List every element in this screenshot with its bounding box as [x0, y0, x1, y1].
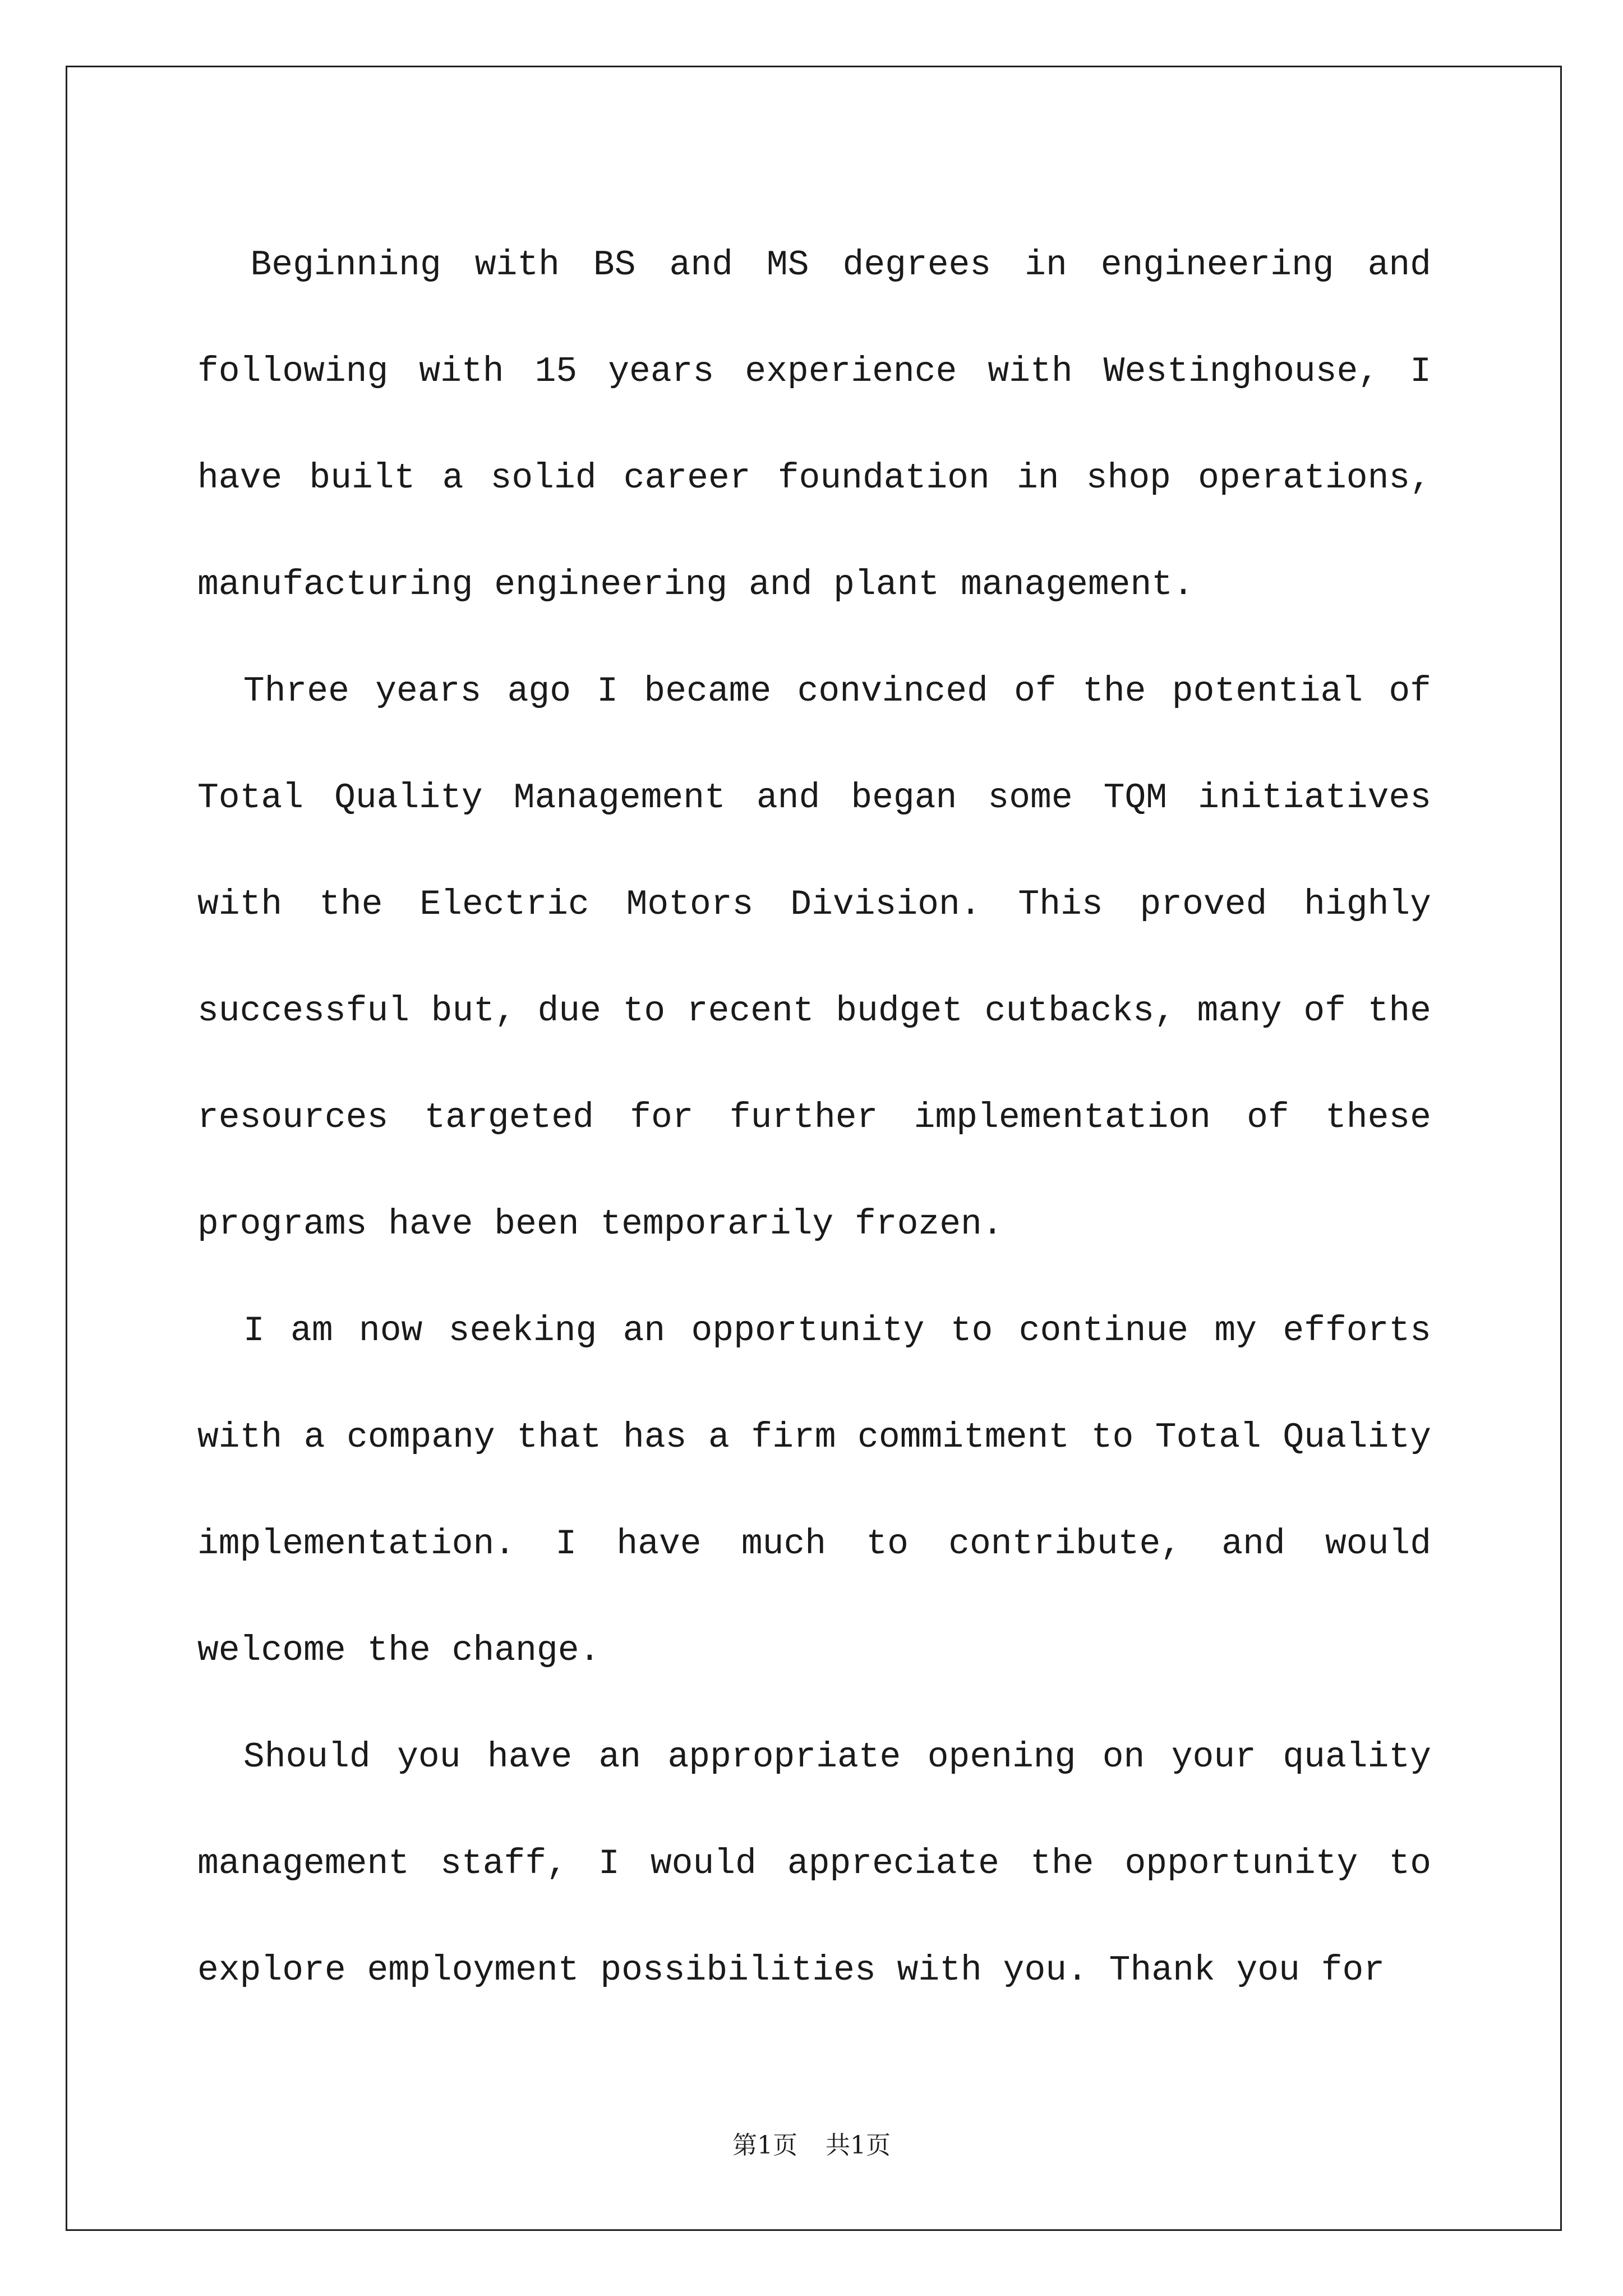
paragraph-2: Three years ago I became convinced of the potential of Total Quality Management and began some TQM initiatives with the Electric Motors Division. This proved highly successful but, due to recent budget cutbacks, many of the resources targeted for further implementation of these programs have been temporarily frozen.	[197, 671, 1431, 1244]
document-body	[197, 212, 1431, 2024]
paragraph-1: Beginning with BS and MS degrees in engineering and following with 15 years experience with Westinghouse, I have built a solid career foundation in shop operations, manufacturing engineering and plant management.	[197, 245, 1431, 605]
page-number-total: 共1页	[826, 2131, 891, 2160]
paragraph-4: Should you have an appropriate opening on your quality management staff, I would appreciate the opportunity to explore employment possibilities with you. Thank you for	[197, 1737, 1431, 1990]
page-footer	[0, 2129, 1623, 2162]
page-number-current: 第1页	[732, 2131, 797, 2160]
paragraph-3: I am now seeking an opportunity to continue my efforts with a company that has a firm commitment to Total Quality implementation. I have much to contribute, and would welcome the change.	[197, 1311, 1431, 1671]
